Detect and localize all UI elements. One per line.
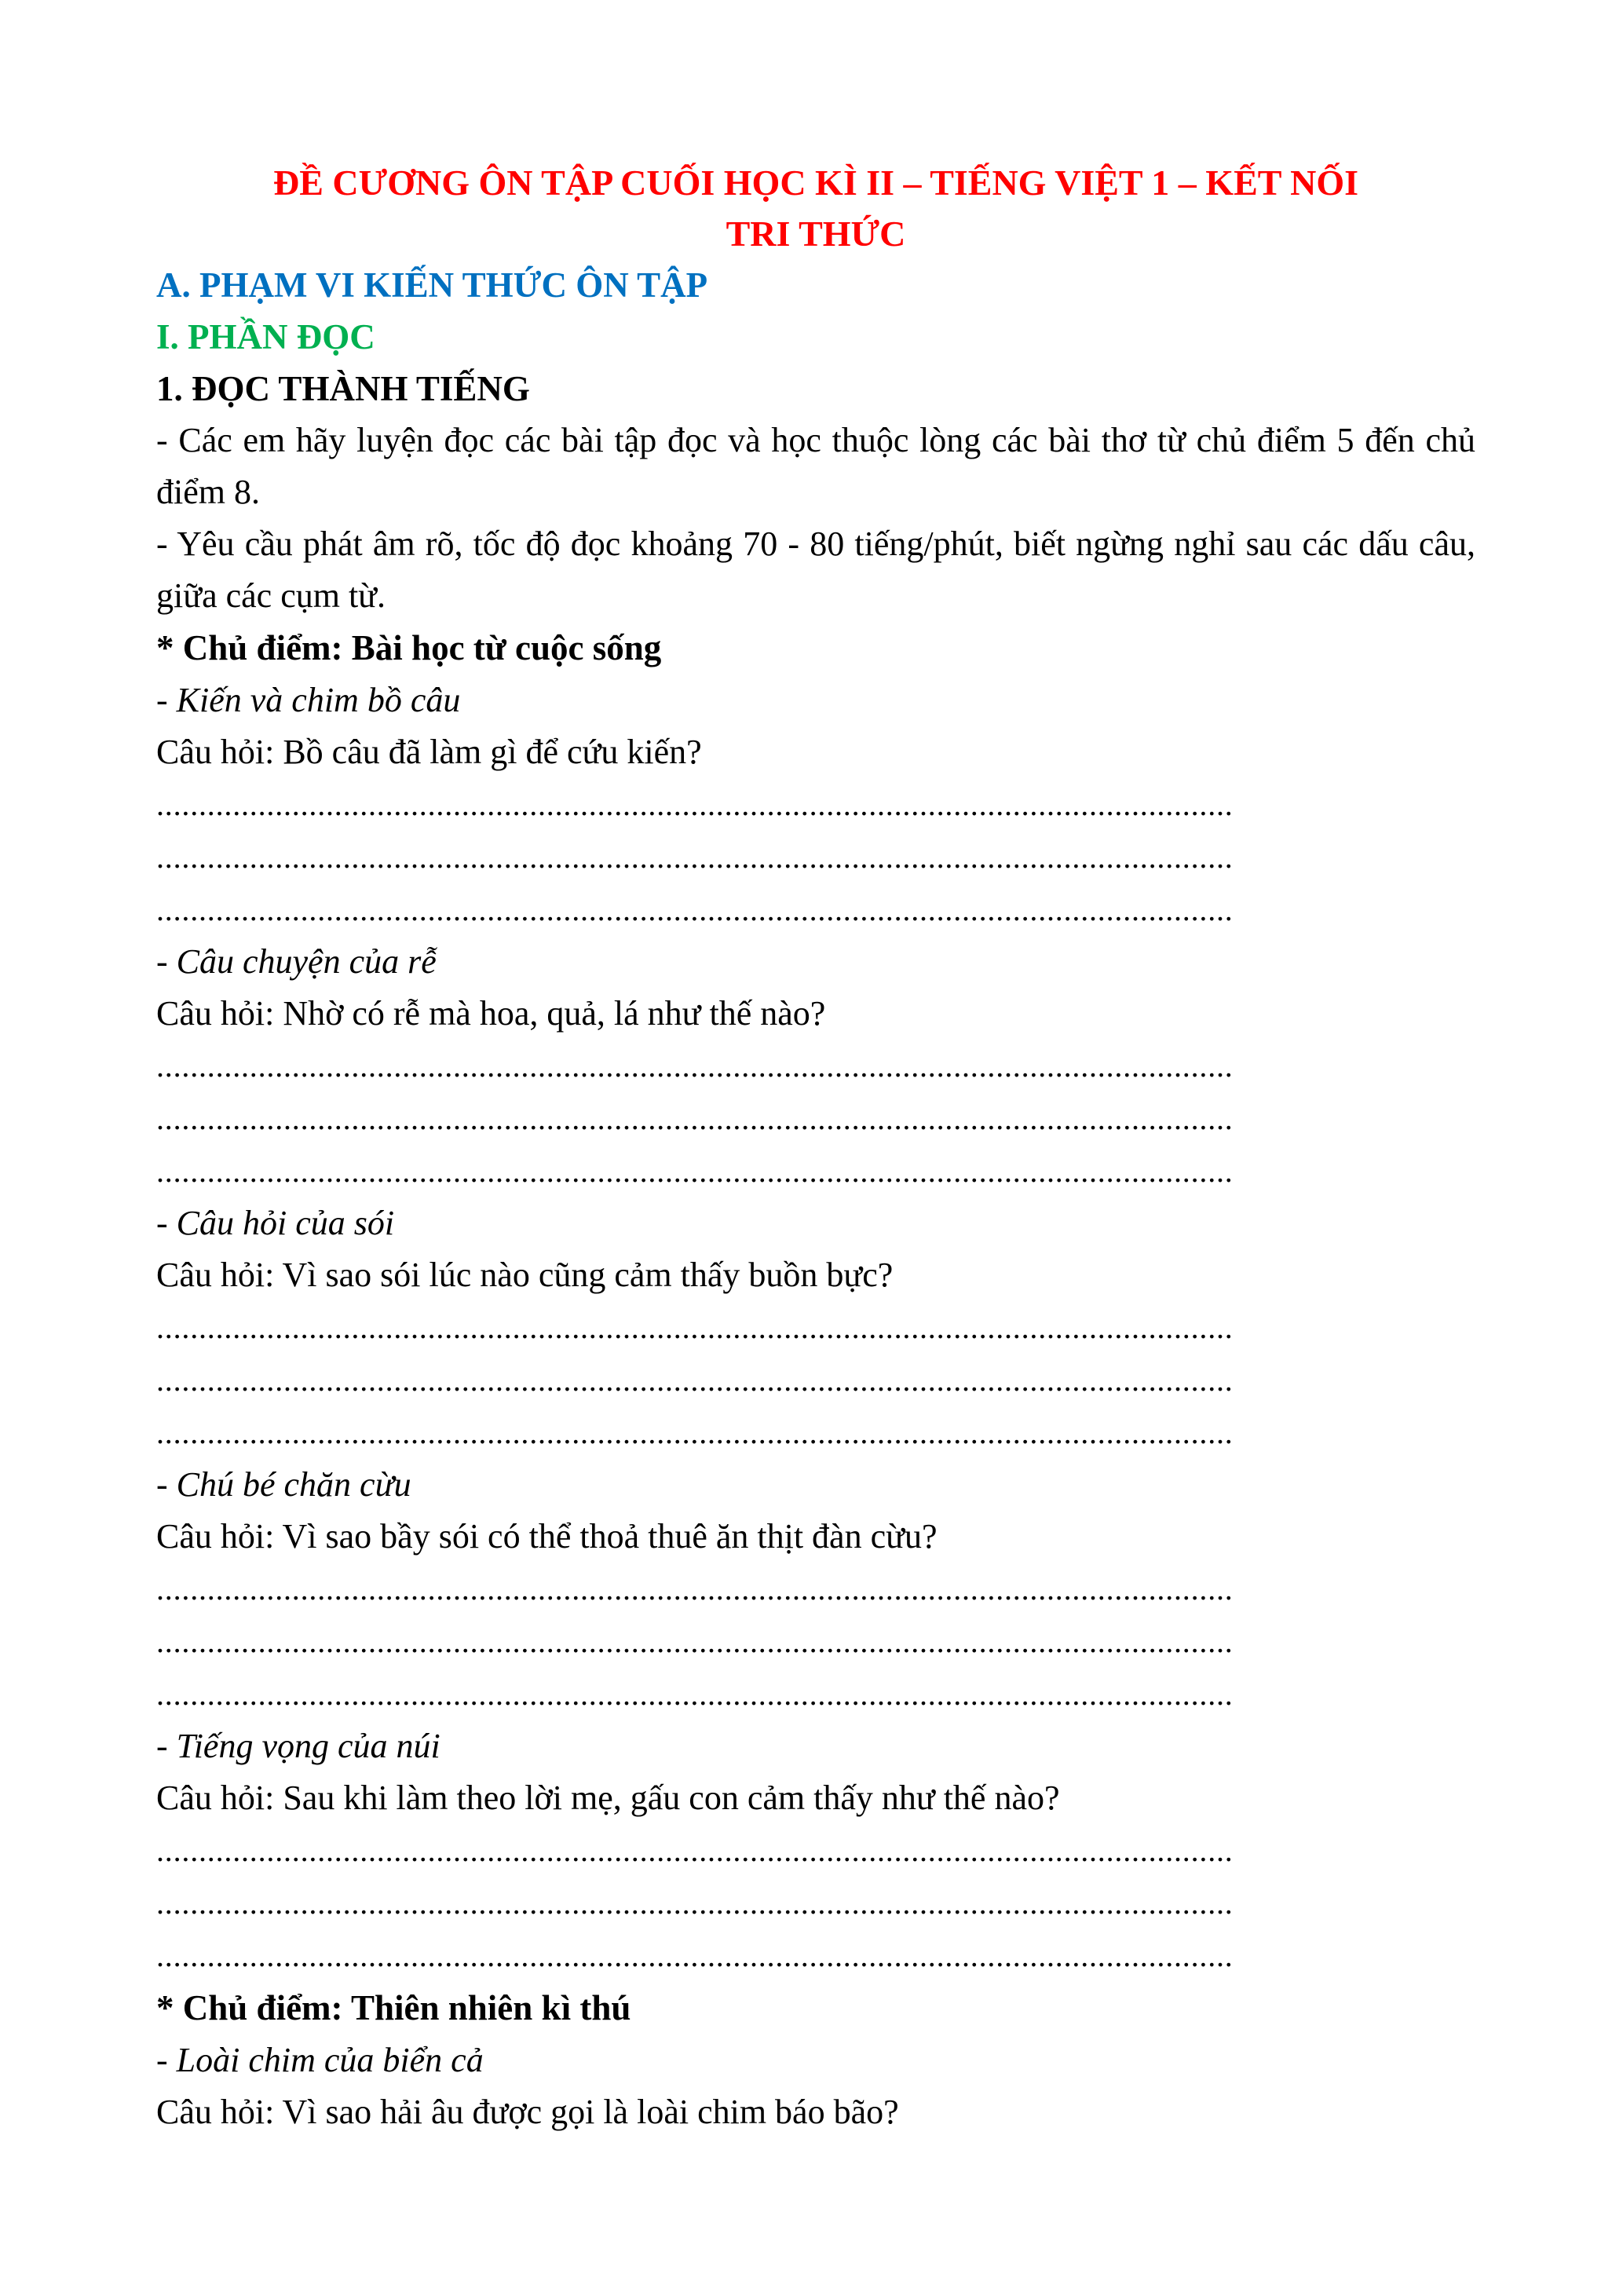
story-title: - Câu chuyện của rễ	[156, 942, 437, 981]
answer-line: ...............................................................................................................................	[156, 1362, 1234, 1398]
subsection-heading-read-aloud: 1. ĐỌC THÀNH TIẾNG	[156, 369, 530, 408]
instruction-paragraph-2: - Yêu cầu phát âm rõ, tốc độ đọc khoảng 70 - 80 tiếng/phút, biết ngừng nghỉ sau các dấu câu, giữa các cụm từ.	[156, 525, 1475, 615]
story-title: - Câu hỏi của sói	[156, 1204, 395, 1242]
story-question: Câu hỏi: Bồ câu đã làm gì để cứu kiến?	[156, 733, 702, 771]
answer-line: ...............................................................................................................................	[156, 1885, 1234, 1921]
answer-line: ...............................................................................................................................	[156, 892, 1234, 927]
answer-line: ...............................................................................................................................	[156, 1310, 1234, 1345]
answer-line: ...............................................................................................................................	[156, 1101, 1234, 1136]
instruction-paragraph-1: - Các em hãy luyện đọc các bài tập đọc và học thuộc lòng các bài thơ từ chủ điểm 5 đến chủ điểm 8.	[156, 421, 1475, 511]
answer-line: ...............................................................................................................................	[156, 1153, 1234, 1189]
section-heading-a: A. PHẠM VI KIẾN THỨC ÔN TẬP	[156, 265, 708, 305]
story-question: Câu hỏi: Nhờ có rễ mà hoa, quả, lá như thế nào?	[156, 994, 826, 1033]
document-content	[156, 157, 1475, 2138]
story-title: - Tiếng vọng của núi	[156, 1727, 440, 1765]
story-question: Câu hỏi: Vì sao hải âu được gọi là loài chim báo bão?	[156, 2093, 899, 2131]
answer-line: ...............................................................................................................................	[156, 1571, 1234, 1607]
answer-line: ...............................................................................................................................	[156, 1676, 1234, 1712]
answer-line: ...............................................................................................................................	[156, 1833, 1234, 1868]
document-title-line-1: ĐỀ CƯƠNG ÔN TẬP CUỐI HỌC KÌ II – TIẾNG VIỆT 1 – KẾT NỐI	[273, 163, 1358, 203]
story-question: Câu hỏi: Vì sao bầy sói có thể thoả thuê ăn thịt đàn cừu?	[156, 1517, 938, 1556]
story-title: - Loài chim của biển cả	[156, 2041, 484, 2079]
answer-line: ...............................................................................................................................	[156, 1624, 1234, 1659]
answer-line: ...............................................................................................................................	[156, 1938, 1234, 1973]
story-question: Câu hỏi: Vì sao sói lúc nào cũng cảm thấy buồn bực?	[156, 1256, 894, 1294]
answer-line: ...............................................................................................................................	[156, 787, 1234, 822]
topic-heading-life-lessons: * Chủ điểm: Bài học từ cuộc sống	[156, 628, 662, 667]
part-heading-reading: I. PHẦN ĐỌC	[156, 317, 375, 356]
answer-line: ...............................................................................................................................	[156, 1415, 1234, 1450]
story-question: Câu hỏi: Sau khi làm theo lời mẹ, gấu con cảm thấy như thế nào?	[156, 1779, 1060, 1817]
story-title: - Chú bé chăn cừu	[156, 1465, 411, 1504]
answer-line: ...............................................................................................................................	[156, 839, 1234, 875]
document-title-line-2: TRI THỨC	[726, 214, 906, 254]
topic-heading-wonderful-nature: * Chủ điểm: Thiên nhiên kì thú	[156, 1988, 631, 2027]
answer-line: ...............................................................................................................................	[156, 1048, 1234, 1084]
story-title: - Kiến và chim bồ câu	[156, 681, 461, 719]
